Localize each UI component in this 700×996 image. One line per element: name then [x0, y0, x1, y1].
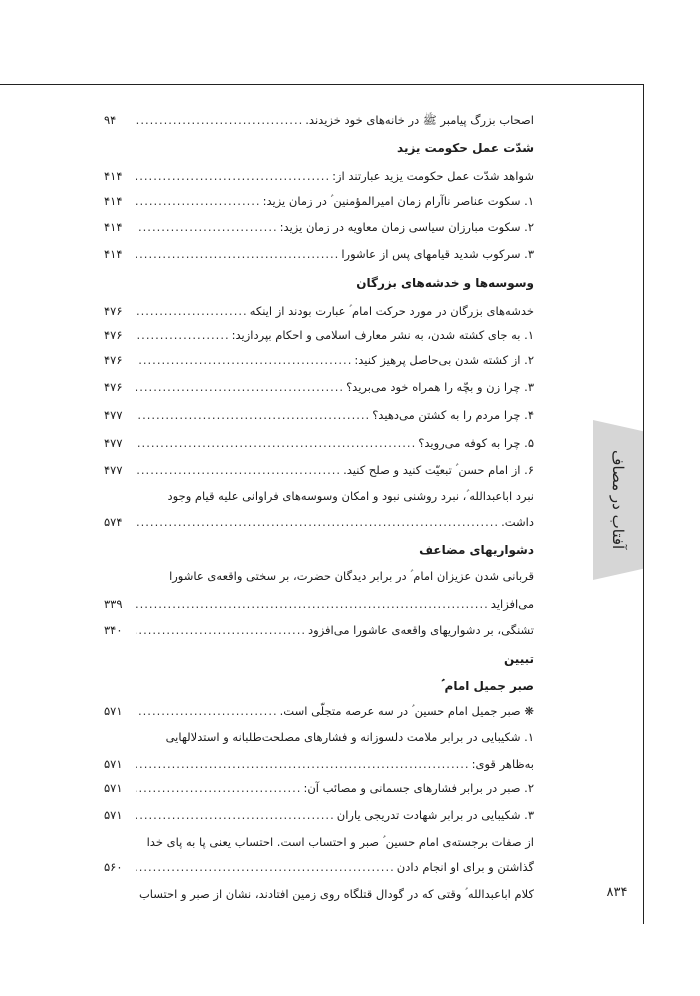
- index-text: قربانی شدن عزیزان امام ؑ در برابر دیدگان حضرت، بر سختی واقعه‌ی عاشورا: [169, 569, 534, 583]
- entry-text: ۲. از کشته شدن بی‌حاصل پرهیز کنید:: [354, 353, 534, 367]
- dot-leader: [136, 430, 416, 457]
- dot-leader: [136, 802, 335, 829]
- entry-text: ۵. چرا به کوفه می‌روید؟: [418, 436, 534, 450]
- book-title: آفتاب در مصاف: [609, 450, 627, 550]
- entry-text: ۲. سکوت مبارزان سیاسی زمان معاویه در زمان یزید:: [279, 220, 534, 234]
- entry-page: ۳۴۰: [104, 623, 123, 637]
- entry-text: خدشه‌های بزرگان در مورد حرکت امام ؑ عبارت بودند از اینکه: [249, 304, 534, 318]
- section-heading: شدّت عمل حکومت یزید: [397, 141, 534, 155]
- entry-text: به‌ظاهر قوی:: [471, 757, 534, 771]
- entry-text: داشت.: [501, 515, 534, 529]
- index-text: کلام اباعبدالله ؑ وقتی که در گودال قتلگاه روی زمین افتادند، نشان از صبر و احتساب: [138, 887, 534, 901]
- index-entry: [104, 751, 534, 778]
- entry-page: ۵۶۰: [104, 860, 123, 874]
- index-text-line: [104, 483, 534, 510]
- section-heading: صبر جمیل امام ؑ: [441, 679, 534, 693]
- index-entry: [104, 591, 534, 618]
- entry-page: ۴۱۴: [104, 247, 123, 261]
- index-entry: [104, 347, 534, 374]
- entry-page: ۴۱۴: [104, 169, 123, 183]
- entry-text: ❋ صبر جمیل امام حسین ؑ در سه عرصه متجلّی است.: [279, 704, 534, 718]
- dot-leader: [136, 347, 352, 374]
- index-entry: [104, 374, 534, 401]
- entry-text: اصحاب بزرگ پیامبر ﷺ در خانه‌های خود خزیدند.: [305, 113, 534, 127]
- entry-page: ۵۷۱: [104, 781, 123, 795]
- index-entry: [104, 298, 534, 325]
- index-entry: [104, 854, 534, 881]
- right-rule: [643, 84, 644, 924]
- index-entry: [104, 430, 534, 457]
- index-entry: [104, 322, 534, 349]
- dot-leader: [136, 751, 470, 778]
- entry-page: ۴۷۷: [104, 463, 123, 477]
- section-heading: دشواریهای مضاعف: [419, 543, 534, 557]
- entry-page: ۴۱۴: [104, 194, 123, 208]
- dot-leader: [136, 591, 489, 618]
- section-heading: تبیین: [504, 652, 534, 666]
- index-entry: [104, 775, 534, 802]
- entry-page: ۴۱۴: [104, 220, 123, 234]
- index-text: نبرد اباعبدالله ؑ، نبرد روشنی نبود و امکان وسوسه‌های فراوانی علیه قیام وجود: [167, 489, 534, 503]
- dot-leader: [136, 188, 261, 215]
- index-entry: [104, 163, 534, 190]
- dot-leader: [136, 322, 230, 349]
- index-entry: [104, 402, 534, 429]
- page-number: ۸۳۴: [606, 885, 628, 900]
- entry-page: ۴۷۶: [104, 353, 123, 367]
- entry-page: ۵۷۱: [104, 757, 123, 771]
- dot-leader: [136, 854, 395, 881]
- dot-leader: [136, 617, 306, 644]
- dot-leader: [136, 241, 339, 268]
- index-text: از صفات برجسته‌ی امام حسین ؑ صبر و احتساب است. احتساب یعنی پا به پای خدا: [146, 835, 534, 849]
- entry-page: ۹۴: [104, 113, 117, 127]
- entry-text: ۳. چرا زن و بچّه را همراه خود می‌برید؟: [346, 380, 534, 394]
- index-entry: [104, 457, 534, 484]
- index-text-line: [104, 563, 534, 590]
- section-heading: وسوسه‌ها و خدشه‌های بزرگان: [356, 276, 534, 290]
- entry-text: ۴. چرا مردم را به کشتن می‌دهید؟: [372, 408, 534, 422]
- entry-text: ۶. از امام حسن ؑ تبعیّت کنید و صلح کنید.: [343, 463, 534, 477]
- index-entry: [104, 698, 534, 725]
- dot-leader: [136, 163, 330, 190]
- entry-text: ۲. صبر در برابر فشارهای جسمانی و مصائب آن:: [303, 781, 534, 795]
- index-entry: [104, 188, 534, 215]
- index-entry: [104, 617, 534, 644]
- entry-page: ۴۷۶: [104, 304, 123, 318]
- entry-page: ۴۷۶: [104, 328, 123, 342]
- entry-text: ۳. شکیبایی در برابر شهادت تدریجی یاران: [336, 808, 534, 822]
- entry-text: تشنگی، بر دشواریهای واقعه‌ی عاشورا می‌افزود: [308, 623, 534, 637]
- entry-text: می‌افزاید: [490, 597, 534, 611]
- dot-leader: [136, 298, 248, 325]
- entry-page: ۴۷۷: [104, 408, 123, 422]
- index-text-line: [104, 881, 534, 908]
- entry-page: ۵۷۱: [104, 808, 123, 822]
- entry-page: ۴۷۷: [104, 436, 123, 450]
- entry-page: ۳۳۹: [104, 597, 123, 611]
- index-entry: [104, 241, 534, 268]
- entry-text: ۱. سکوت عناصر ناآرام زمان امیرالمؤمنین ؑ در زمان یزید:: [262, 194, 534, 208]
- entry-text: گذاشتن و برای او انجام دادن: [396, 860, 534, 874]
- top-rule: [0, 84, 643, 85]
- entry-text: ۱. به جای کشته شدن، به نشر معارف اسلامی و احکام بپردازید:: [231, 328, 534, 342]
- index-entry: [104, 214, 534, 241]
- index-entry: [104, 107, 534, 134]
- index-text: ۱. شکیبایی در برابر ملامت دلسوزانه و فشارهای مصلحت‌طلبانه و استدلالهایی: [165, 730, 534, 744]
- entry-text: ۳. سرکوب شدید قیامهای پس از عاشورا: [341, 247, 534, 261]
- dot-leader: [136, 457, 341, 484]
- dot-leader: [136, 374, 344, 401]
- entry-page: ۵۷۱: [104, 704, 123, 718]
- index-entry: [104, 802, 534, 829]
- dot-leader: [136, 402, 370, 429]
- index-entry: [104, 509, 534, 536]
- entry-page: ۴۷۶: [104, 380, 123, 394]
- dot-leader: [136, 509, 499, 536]
- dot-leader: [136, 107, 303, 134]
- index-text-line: [104, 724, 534, 751]
- dot-leader: [136, 775, 301, 802]
- dot-leader: [136, 698, 278, 725]
- entry-page: ۵۷۴: [104, 515, 123, 529]
- entry-text: شواهد شدّت عمل حکومت یزید عبارتند از:: [332, 169, 534, 183]
- index-text-line: [104, 829, 534, 856]
- dot-leader: [136, 214, 278, 241]
